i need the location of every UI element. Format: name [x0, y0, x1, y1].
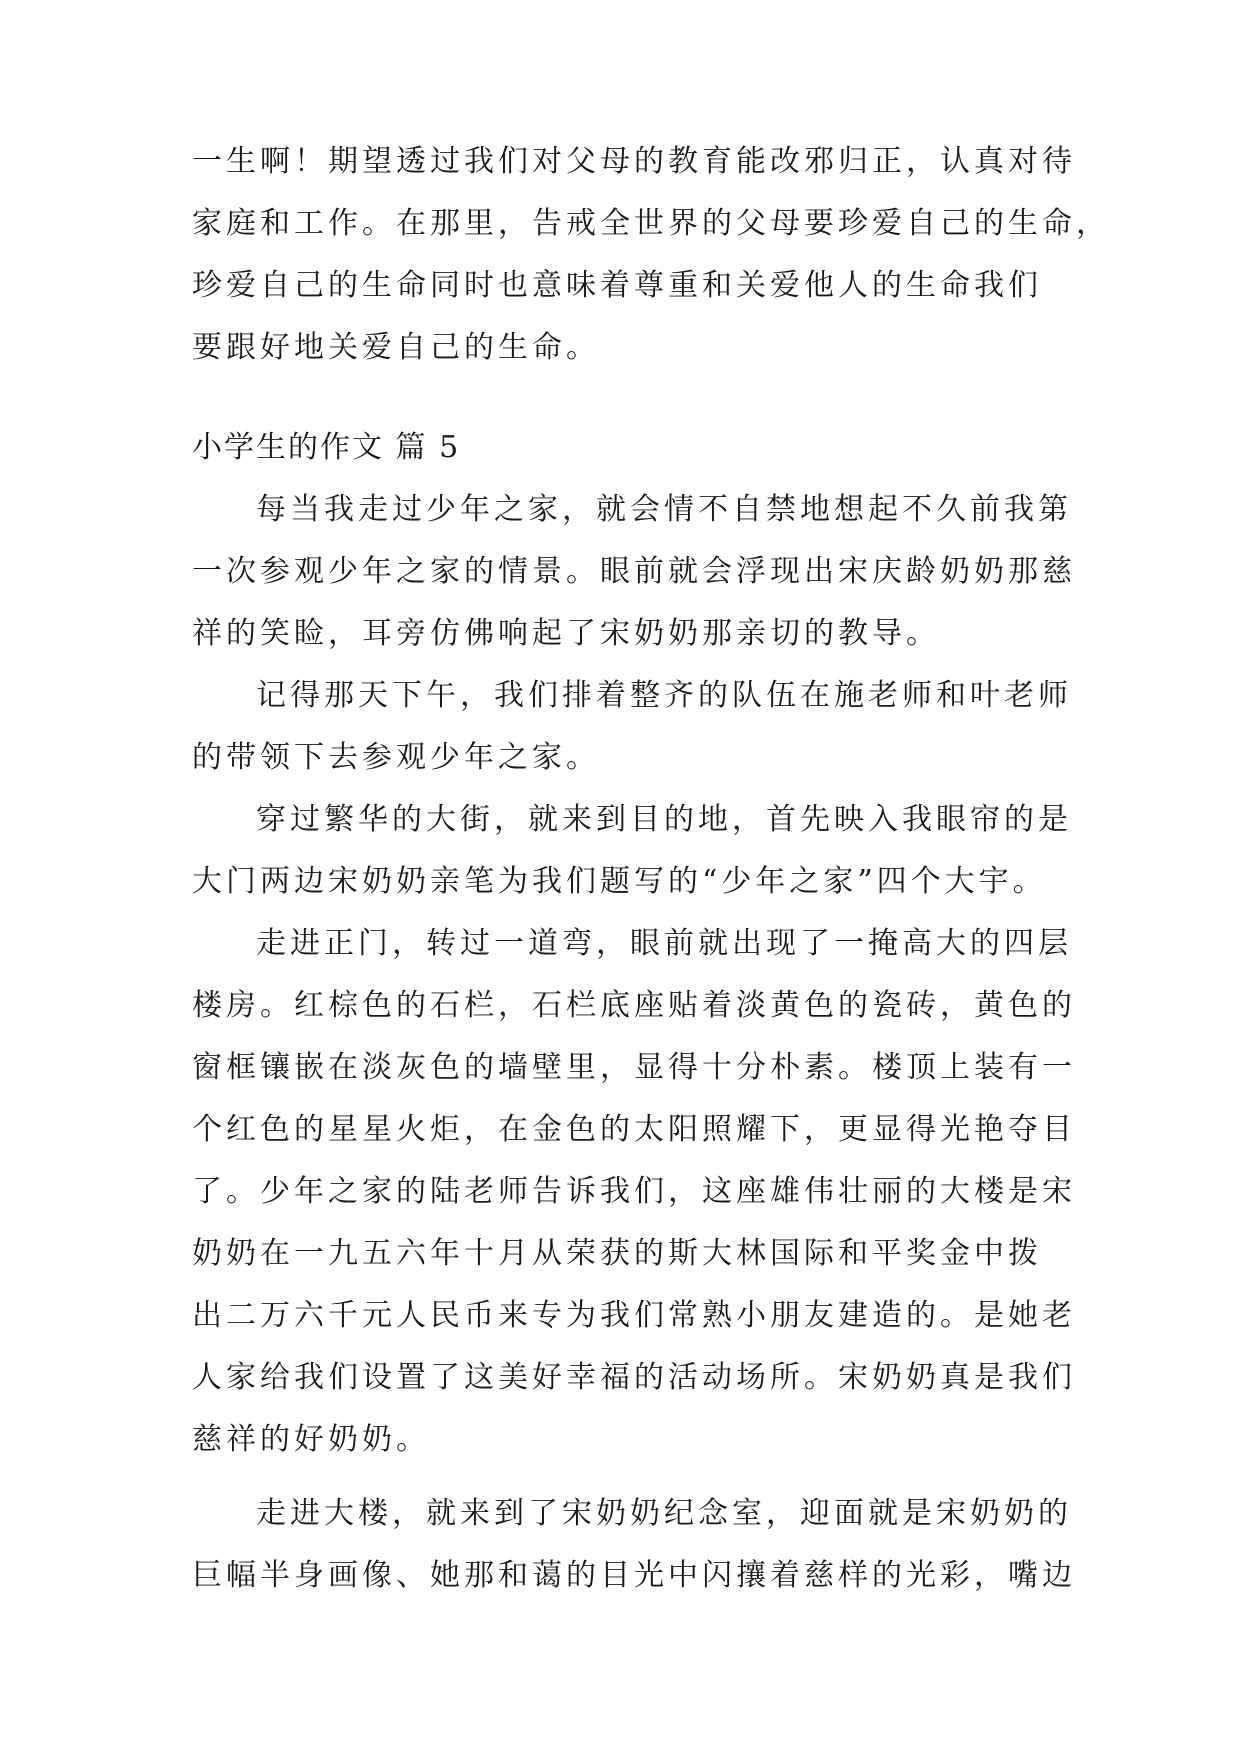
- intro-line-1: 一生啊！期望透过我们对父母的教育能改邪归正，认真对待: [192, 144, 1076, 179]
- paragraph-4-line-2: 楼房。红棕色的石栏，石栏底座贴着淡黄色的瓷砖，黄色的: [192, 988, 1076, 1023]
- paragraph-2-line-2: 的带领下去参观少年之家。: [192, 740, 600, 775]
- paragraph-5-line-1: 走进大楼，就来到了宋奶奶纪念室，迎面就是宋奶奶的: [256, 1496, 1072, 1531]
- paragraph-1-line-1: 每当我走过少年之家，就会情不自禁地想起不久前我第: [256, 492, 1072, 527]
- paragraph-4-line-6: 奶奶在一九五六年十月从荣获的斯大林国际和平奖金中拨: [192, 1236, 1042, 1271]
- paragraph-4-line-3: 窗框镶嵌在淡灰色的墙壁里，显得十分朴素。楼顶上装有一: [192, 1050, 1076, 1085]
- intro-line-2: 家庭和工作。在那里，告戒全世界的父母要珍爱自己的生命，: [192, 206, 1110, 241]
- paragraph-4-line-4: 个红色的星星火炬，在金色的太阳照耀下，更显得光艳夺目: [192, 1112, 1076, 1147]
- intro-line-4: 要跟好地关爱自己的生命。: [192, 330, 600, 365]
- paragraph-5-line-2: 巨幅半身画像、她那和蔼的目光中闪攘着慈样的光彩，嘴边: [192, 1558, 1076, 1593]
- paragraph-4-line-5: 了。少年之家的陆老师告诉我们，这座雄伟壮丽的大楼是宋: [192, 1174, 1076, 1209]
- paragraph-4-line-7: 出二万六千元人民币来专为我们常熟小朋友建造的。是她老: [192, 1298, 1076, 1333]
- paragraph-3-line-1: 穿过繁华的大街，就来到目的地，首先映入我眼帘的是: [256, 802, 1072, 837]
- paragraph-3-line-2: 大门两边宋奶奶亲笔为我们题写的“少年之家”四个大宇。: [192, 864, 1047, 899]
- intro-line-3: 珍爱自己的生命同时也意味着尊重和关爱他人的生命我们: [192, 268, 1042, 303]
- paragraph-1-line-3: 祥的笑睑，耳旁仿佛响起了宋奶奶那亲切的教导。: [192, 616, 940, 651]
- paragraph-2-line-1: 记得那天下午，我们排着整齐的队伍在施老师和叶老师: [256, 678, 1072, 713]
- paragraph-4-line-9: 慈祥的好奶奶。: [192, 1422, 430, 1457]
- paragraph-4-line-1: 走进正门，转过一道弯，眼前就出现了一掩高大的四层: [256, 926, 1072, 961]
- section-heading: 小学生的作文 篇 5: [192, 430, 461, 465]
- paragraph-1-line-2: 一次参观少年之家的情景。眼前就会浮现出宋庆龄奶奶那慈: [192, 554, 1076, 589]
- paragraph-4-line-8: 人家给我们设置了这美好幸福的活动场所。宋奶奶真是我们: [192, 1360, 1076, 1395]
